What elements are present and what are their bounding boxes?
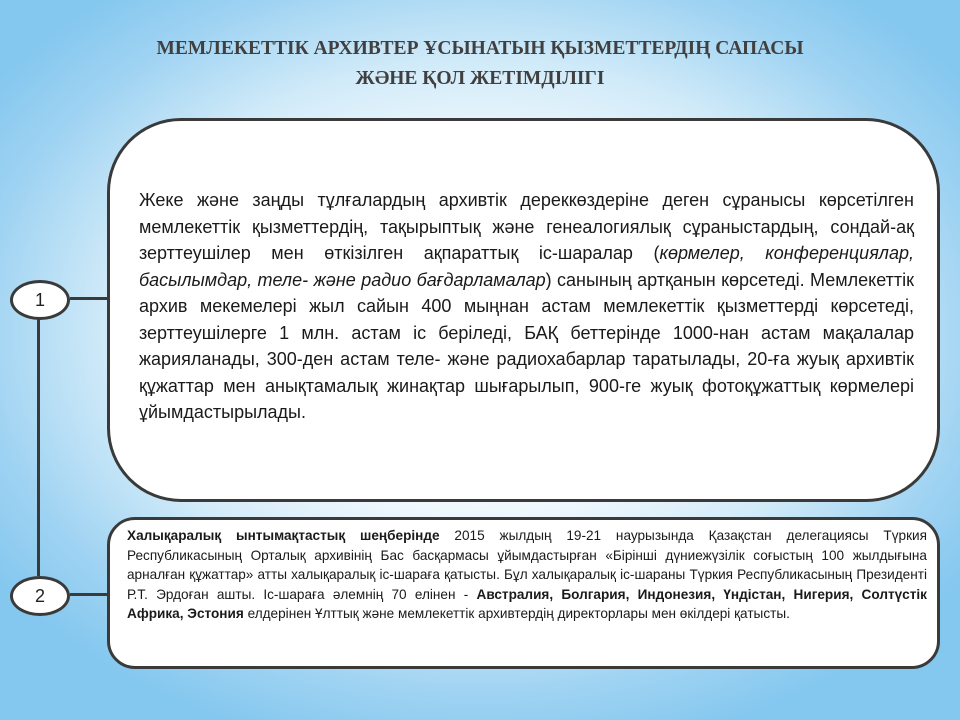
item-number-badge-2: 2 — [10, 576, 70, 616]
connector-line-1 — [70, 297, 110, 300]
content-box-1-text-italic: көрмелер, конференциялар, басылымдар, теле- және радио бағдарламалар — [139, 243, 914, 290]
slide-title — [40, 34, 920, 94]
timeline-connector — [37, 316, 40, 576]
content-box-1-text-part1: Жеке және заңды тұлғалардың архивтік дереккөздеріне деген сұранысы көрсетілген мемлекеттік қызметтердің, тақырыптық және генеалогиялық сұраныстардың, сондай-ақ зерттеушілер мен өткізілген ақпараттық іс-шаралар ( — [139, 190, 914, 263]
content-box-2-heading: Халықаралық ынтымақтастық шеңберінде — [127, 528, 440, 543]
content-box-1-text — [139, 187, 914, 426]
connector-line-2 — [70, 593, 110, 596]
content-box-2-country-list: Австралия, Болгария, Индонезия, Үндістан, Нигерия, Солтүстік Африка, Эстония — [127, 586, 927, 621]
slide-title-line-1: МЕМЛЕКЕТТІК АРХИВТЕР ҰСЫНАТЫН ҚЫЗМЕТТЕРДІҢ САПАСЫ — [156, 38, 804, 59]
content-box-2-text — [127, 526, 927, 624]
content-box-1-text-part2: ) санының артқанын көрсетеді. Мемлекеттік архив мекемелері жыл сайын 400 мыңнан астам мемлекеттік қызметтерді көрсетеді, зерттеушілерге 1 млн. астам іс беріледі, БАҚ беттерінде 1000-нан астам мақалалар жарияланады, 300-ден астам теле- және радиохабарлар таратылады, 20-ға жуық архивтік құжаттар мен анықтамалық жинақтар шығарылып, 900-ге жуық фотоқұжаттық көрмелері ұйымдастырылады. — [139, 269, 914, 422]
content-box-2 — [107, 517, 940, 669]
slide-title-line-2: ЖӘНЕ ҚОЛ ЖЕТІМДІЛІГІ — [355, 68, 605, 89]
content-box-2-text-part1: 2015 жылдың 19-21 наурызында Қазақстан делегациясы Түркия Республикасының Орталық архивінің Бас басқармасы ұйымдастырған «Бірінші дүниежүзілік соғыстың 100 жылдығына арналған құжаттар» атты халықаралық іс-шараға қатысты. Бұл халықаралық іс-шараны Түркия Республикасының Президенті Р.Т. Эрдоған ашты. Іс-шараға әлемнің 70 елінен - — [127, 528, 927, 602]
item-number-badge-1: 1 — [10, 280, 70, 320]
content-box-2-text-part2: елдерінен Ұлттық және мемлекеттік архивтердің директорлары мен өкілдері қатысты. — [243, 606, 790, 621]
content-box-1 — [107, 118, 940, 502]
